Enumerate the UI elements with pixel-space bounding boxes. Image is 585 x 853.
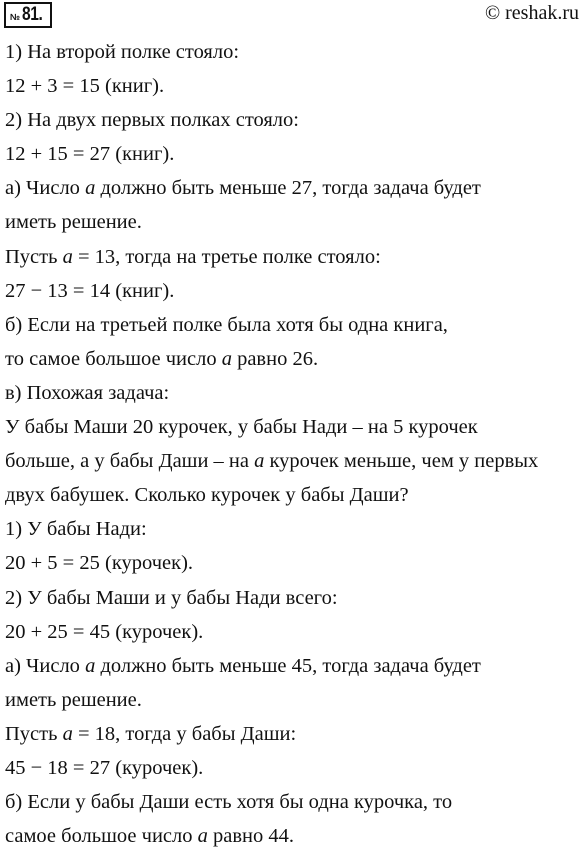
problem-number-badge xyxy=(4,2,52,28)
text-line: У бабы Маши 20 курочек, у бабы Нади – на 5 курочек xyxy=(5,416,478,439)
text-line: 1) На второй полке стояло: xyxy=(5,41,240,63)
text-line: 2) На двух первых полках стояло: xyxy=(5,109,299,132)
text-line: в) Похожая задача: xyxy=(5,381,170,404)
text-line: больше, а у бабы Даши – на a курочек меньше, чем у первых xyxy=(5,450,539,473)
variable-a: a xyxy=(62,245,73,268)
number-sign: № xyxy=(10,12,21,22)
variable-a: a xyxy=(254,450,265,473)
variable-a: a xyxy=(197,825,208,848)
text-line: а) Число a должно быть меньше 27, тогда задача будет xyxy=(5,177,481,200)
problem-number: 81. xyxy=(22,4,43,25)
text-line: б) Если на третьей полке была хотя бы одна книга, xyxy=(5,313,448,336)
text-line: 45 − 18 = 27 (курочек). xyxy=(5,756,204,779)
text-line: 2) У бабы Маши и у бабы Нади всего: xyxy=(5,586,338,609)
text-line: 12 + 3 = 15 (книг). xyxy=(5,75,165,98)
variable-a: a xyxy=(85,654,96,677)
text-line: 20 + 5 = 25 (курочек). xyxy=(5,552,194,575)
text-line: иметь решение. xyxy=(5,688,142,711)
text-line: 12 + 15 = 27 (книг). xyxy=(5,143,175,166)
text-line: б) Если у бабы Даши есть хотя бы одна курочка, то xyxy=(5,791,453,814)
text-line: двух бабушек. Сколько курочек у бабы Даши? xyxy=(5,484,409,507)
page-header xyxy=(0,0,585,30)
text-line: иметь решение. xyxy=(5,211,142,234)
solution-text xyxy=(5,35,581,853)
text-line: а) Число a должно быть меньше 45, тогда задача будет xyxy=(5,654,481,677)
variable-a: a xyxy=(221,347,232,370)
variable-a: a xyxy=(85,177,96,200)
text-line: то самое большое число a равно 26. xyxy=(5,347,319,370)
variable-a: a xyxy=(62,722,73,745)
text-line: Пусть a = 13, тогда на третье полке стояло: xyxy=(5,245,381,268)
text-line: 1) У бабы Нади: xyxy=(5,518,147,541)
watermark-text: © reshak.ru xyxy=(484,2,579,24)
text-line: 20 + 25 = 45 (курочек). xyxy=(5,620,204,643)
text-line: Пусть a = 18, тогда у бабы Даши: xyxy=(5,722,297,745)
text-line: 27 − 13 = 14 (книг). xyxy=(5,279,175,302)
text-line: самое большое число a равно 44. xyxy=(5,825,295,848)
